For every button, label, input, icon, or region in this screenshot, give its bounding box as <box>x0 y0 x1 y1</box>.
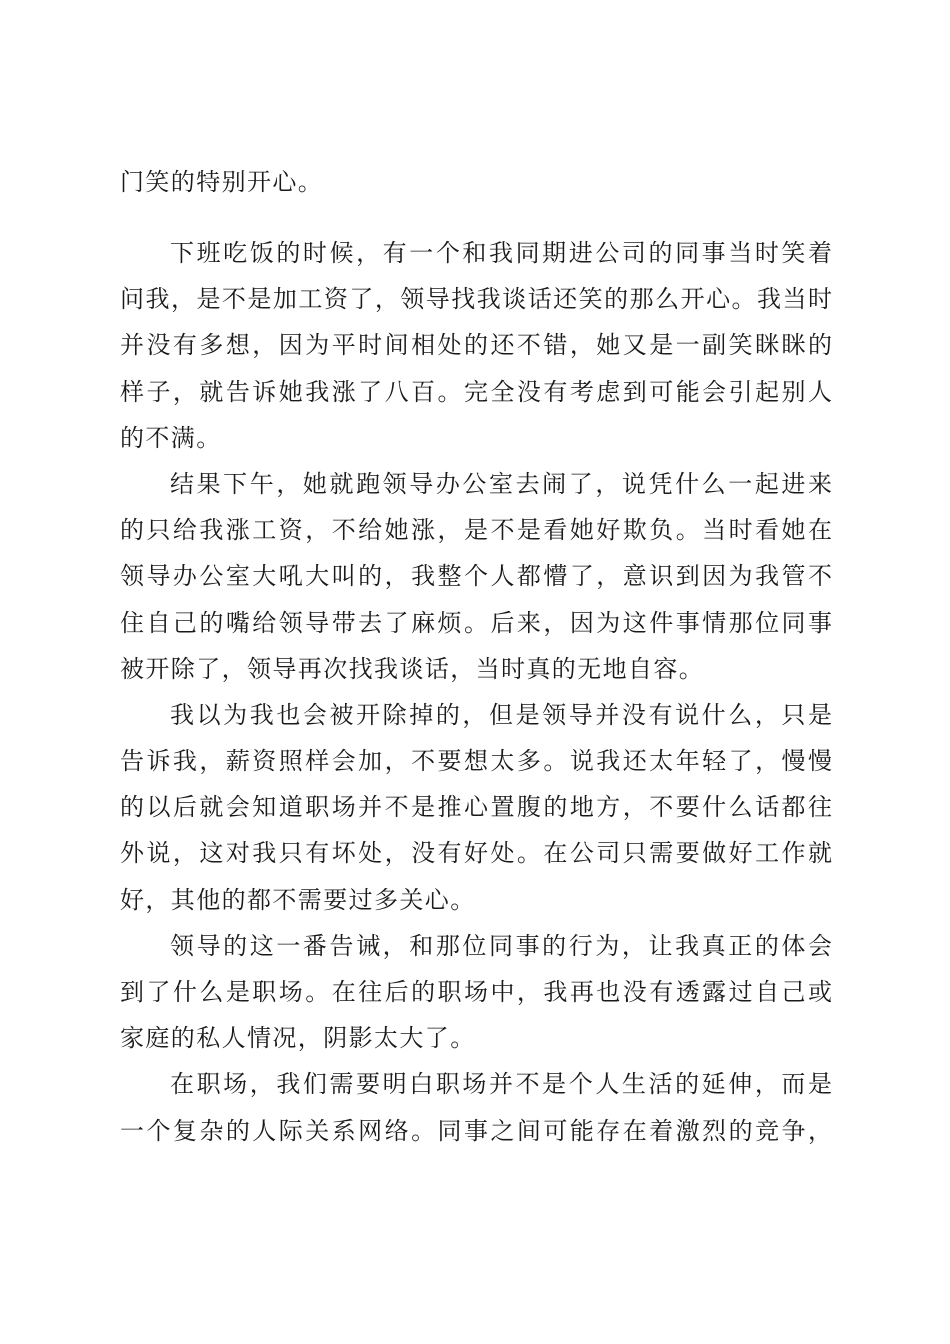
text-line: 被开除了，领导再次找我谈话，当时真的无地自容。 <box>120 654 705 683</box>
paragraph-2 <box>120 461 832 692</box>
paragraph-0 <box>120 159 832 205</box>
text-line: 领导办公室大吼大叫的，我整个人都懵了，意识到因为我管不 <box>120 562 832 591</box>
text-line: 下班吃饭的时候，有一个和我同期进公司的同事当时笑着 <box>170 239 832 267</box>
text-line: 告诉我，薪资照样会加，不要想太多。说我还太年轻了，慢慢 <box>120 747 832 776</box>
paragraph-5 <box>120 1061 832 1153</box>
text-line: 我以为我也会被开除掉的，但是领导并没有说什么，只是 <box>170 700 832 729</box>
text-line: 的只给我涨工资，不给她涨，是不是看她好欺负。当时看她在 <box>120 516 832 545</box>
document-body <box>120 230 832 1154</box>
text-line: 并没有多想，因为平时间相处的还不错，她又是一副笑眯眯的 <box>120 331 832 360</box>
text-line: 到了什么是职场。在往后的职场中，我再也没有透露过自己或 <box>120 978 832 1006</box>
text-line: 领导的这一番告诫，和那位同事的行为，让我真正的体会 <box>170 931 832 960</box>
paragraph-4 <box>120 923 832 1062</box>
text-line: 的不满。 <box>120 423 222 452</box>
text-line: 住自己的嘴给领导带去了麻烦。后来，因为这件事情那位同事 <box>120 608 832 637</box>
text-line: 好，其他的都不需要过多关心。 <box>120 885 476 914</box>
text-line: 在职场，我们需要明白职场并不是个人生活的延伸，而是 <box>170 1070 832 1099</box>
text-line: 一个复杂的人际关系网络。同事之间可能存在着激烈的竞争， <box>120 1116 832 1145</box>
paragraph-3 <box>120 692 832 923</box>
text-line: 问我，是不是加工资了，领导找我谈话还笑的那么开心。我当时 <box>120 285 832 314</box>
paragraph-1 <box>120 230 832 461</box>
text-line: 的以后就会知道职场并不是推心置腹的地方，不要什么话都往 <box>120 793 832 822</box>
text-line: 样子，就告诉她我涨了八百。完全没有考虑到可能会引起别人 <box>120 377 832 406</box>
text-line: 门笑的特别开心。 <box>120 168 324 196</box>
text-line: 外说，这对我只有坏处，没有好处。在公司只需要做好工作就 <box>120 839 832 868</box>
text-line: 家庭的私人情况，阴影太大了。 <box>120 1024 476 1053</box>
text-line: 结果下午，她就跑领导办公室去闹了，说凭什么一起进来 <box>170 469 832 498</box>
